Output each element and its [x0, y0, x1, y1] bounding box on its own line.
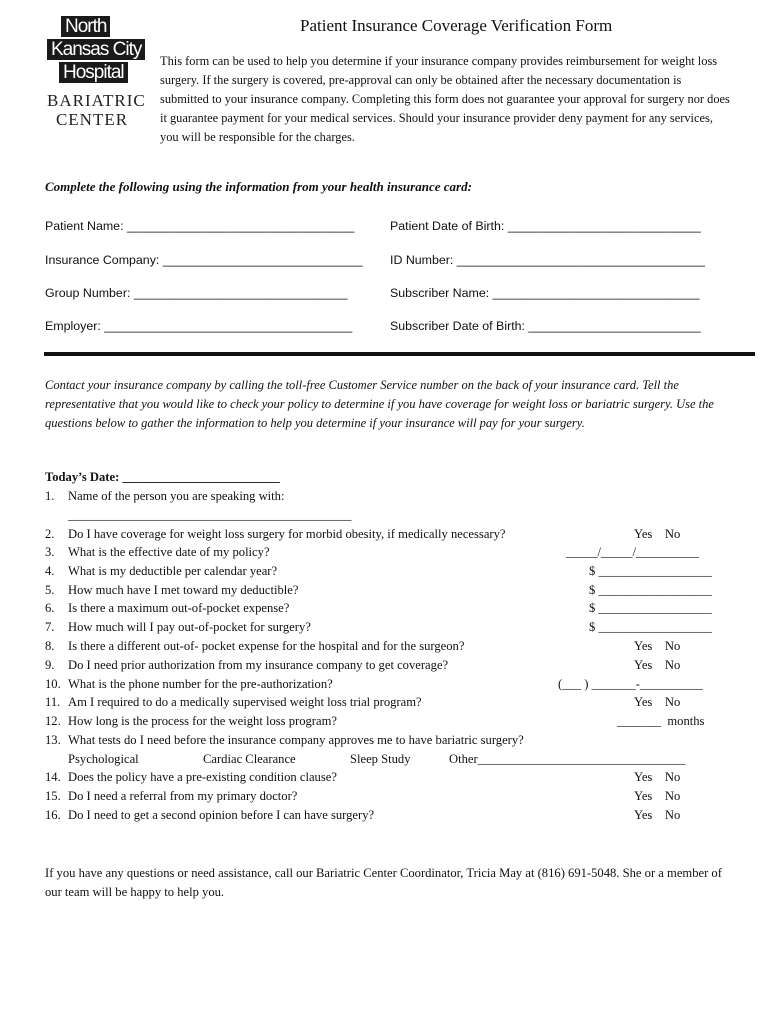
question-2 [45, 527, 506, 542]
question-16-yes-no[interactable]: Yes No [634, 808, 681, 822]
question-1 [45, 489, 284, 504]
question-number: 12. [45, 714, 61, 728]
subscriber-dob-field[interactable]: Subscriber Date of Birth: _________________________ [390, 319, 701, 333]
insurance-company-field[interactable]: Insurance Company: _____________________________ [45, 253, 363, 267]
page-title: Patient Insurance Coverage Verification Form [300, 16, 613, 35]
id-number-field[interactable]: ID Number: ____________________________________ [390, 253, 705, 267]
question-10-phone-blank[interactable]: (___ ) _______-__________ [558, 677, 703, 691]
question-3 [45, 545, 270, 560]
question-text: How much have I met toward my deductible? [68, 583, 299, 597]
question-text: Does the policy have a pre-existing condition clause? [68, 770, 337, 784]
question-text: Is there a maximum out-of-pocket expense? [68, 601, 290, 615]
question-12 [45, 714, 337, 729]
question-2-yes-no[interactable]: Yes No [634, 527, 681, 541]
question-11 [45, 695, 422, 710]
question-text: Do I have coverage for weight loss surgery for morbid obesity, if medically necessary? [68, 527, 506, 541]
question-number: 15. [45, 789, 61, 803]
question-6-amount-blank[interactable]: $ __________________ [589, 601, 712, 615]
question-7-amount-blank[interactable]: $ __________________ [589, 620, 712, 634]
question-number: 7. [45, 620, 55, 634]
question-text: What tests do I need before the insurance company approves me to have bariatric surgery? [68, 733, 524, 747]
question-number: 4. [45, 564, 55, 578]
question-text: What is my deductible per calendar year? [68, 564, 278, 578]
question-7 [45, 620, 311, 635]
question-5-amount-blank[interactable]: $ __________________ [589, 583, 712, 597]
question-number: 13. [45, 733, 61, 747]
test-option-cardiac-clearance[interactable]: Cardiac Clearance [203, 752, 296, 766]
question-text: Name of the person you are speaking with: [68, 489, 285, 503]
todays-date-field[interactable]: Today’s Date: _________________________ [45, 470, 280, 484]
question-15-yes-no[interactable]: Yes No [634, 789, 681, 803]
question-15 [45, 789, 297, 804]
question-16 [45, 808, 374, 823]
question-text: Do I need prior authorization from my insurance company to get coverage? [68, 658, 449, 672]
question-number: 2. [45, 527, 55, 541]
question-8-yes-no[interactable]: Yes No [634, 639, 681, 653]
question-text: Do I need a referral from my primary doctor? [68, 789, 298, 803]
question-11-yes-no[interactable]: Yes No [634, 695, 681, 709]
question-13 [45, 733, 524, 748]
question-9 [45, 658, 448, 673]
question-number: 1. [45, 489, 55, 503]
question-14-yes-no[interactable]: Yes No [634, 770, 681, 784]
section-divider [44, 352, 755, 356]
question-8 [45, 639, 464, 654]
logo-center: CENTER [55, 110, 129, 129]
test-option-sleep-study[interactable]: Sleep Study [350, 752, 411, 766]
question-number: 5. [45, 583, 55, 597]
question-text: Am I required to do a medically supervised weight loss trial program? [68, 695, 422, 709]
question-text: How long is the process for the weight loss program? [68, 714, 337, 728]
question-12-months-blank[interactable]: _______ months [617, 714, 705, 728]
question-number: 16. [45, 808, 61, 822]
employer-field[interactable]: Employer: ____________________________________ [45, 319, 353, 333]
logo-bariatric: BARIATRIC [47, 91, 146, 110]
question-text: Is there a different out-of- pocket expense for the hospital and for the surgeon? [68, 639, 465, 653]
question-text: What is the effective date of my policy? [68, 545, 270, 559]
question-text: What is the phone number for the pre-authorization? [68, 677, 333, 691]
group-number-field[interactable]: Group Number: _______________________________ [45, 286, 348, 300]
instructions-paragraph: Contact your insurance company by calling the toll-free Customer Service number on the back of your insurance card. Tell the representative that you would like to check your policy to determine if you have coverage for weight loss or bariatric surgery. Use the questions below to gather the information to help you determine if your insurance will pay for your surgery. [45, 378, 714, 430]
logo-line-kansas-city: Kansas City [47, 39, 145, 60]
question-1-answer-blank[interactable]: _____________________________________________ [68, 508, 352, 522]
logo-line-hospital: Hospital [59, 62, 128, 83]
patient-dob-field[interactable]: Patient Date of Birth: ____________________________ [390, 219, 701, 233]
test-option-other[interactable]: Other_________________________________ [449, 752, 686, 766]
test-option-psychological[interactable]: Psychological [68, 752, 139, 766]
question-4 [45, 564, 277, 579]
question-number: 6. [45, 601, 55, 615]
question-14 [45, 770, 337, 785]
question-9-yes-no[interactable]: Yes No [634, 658, 681, 672]
patient-name-field[interactable]: Patient Name: _________________________________ [45, 219, 355, 233]
question-3-date-blank[interactable]: _____/_____/__________ [566, 545, 699, 559]
question-4-amount-blank[interactable]: $ __________________ [589, 564, 712, 578]
question-number: 10. [45, 677, 61, 691]
intro-paragraph: This form can be used to help you determine if your insurance company provides reimbursement for weight loss surgery. If the surgery is covered, pre-approval can only be obtained after the necessary documentation is submitted to your insurance company. Completing this form does not guarantee your approval for surgery nor does it guarantee payment for your medical services. Should your insurance provider deny payment for any services, you will be responsible for the charges. [160, 54, 730, 144]
question-number: 8. [45, 639, 55, 653]
subscriber-name-field[interactable]: Subscriber Name: ______________________________ [390, 286, 700, 300]
question-5 [45, 583, 298, 598]
question-number: 9. [45, 658, 55, 672]
card-section-heading: Complete the following using the information from your health insurance card: [45, 179, 472, 194]
hospital-logo [47, 16, 146, 129]
question-text: How much will I pay out-of-pocket for surgery? [68, 620, 311, 634]
question-text: Do I need to get a second opinion before I can have surgery? [68, 808, 375, 822]
question-6 [45, 601, 289, 616]
question-number: 3. [45, 545, 55, 559]
logo-line-north: North [61, 16, 110, 37]
question-10 [45, 677, 333, 692]
footer-contact-paragraph: If you have any questions or need assistance, call our Bariatric Center Coordinator, Tricia May at (816) 691-5048. She or a member of our team will be happy to help you. [45, 866, 722, 899]
question-number: 14. [45, 770, 61, 784]
question-number: 11. [45, 695, 61, 709]
